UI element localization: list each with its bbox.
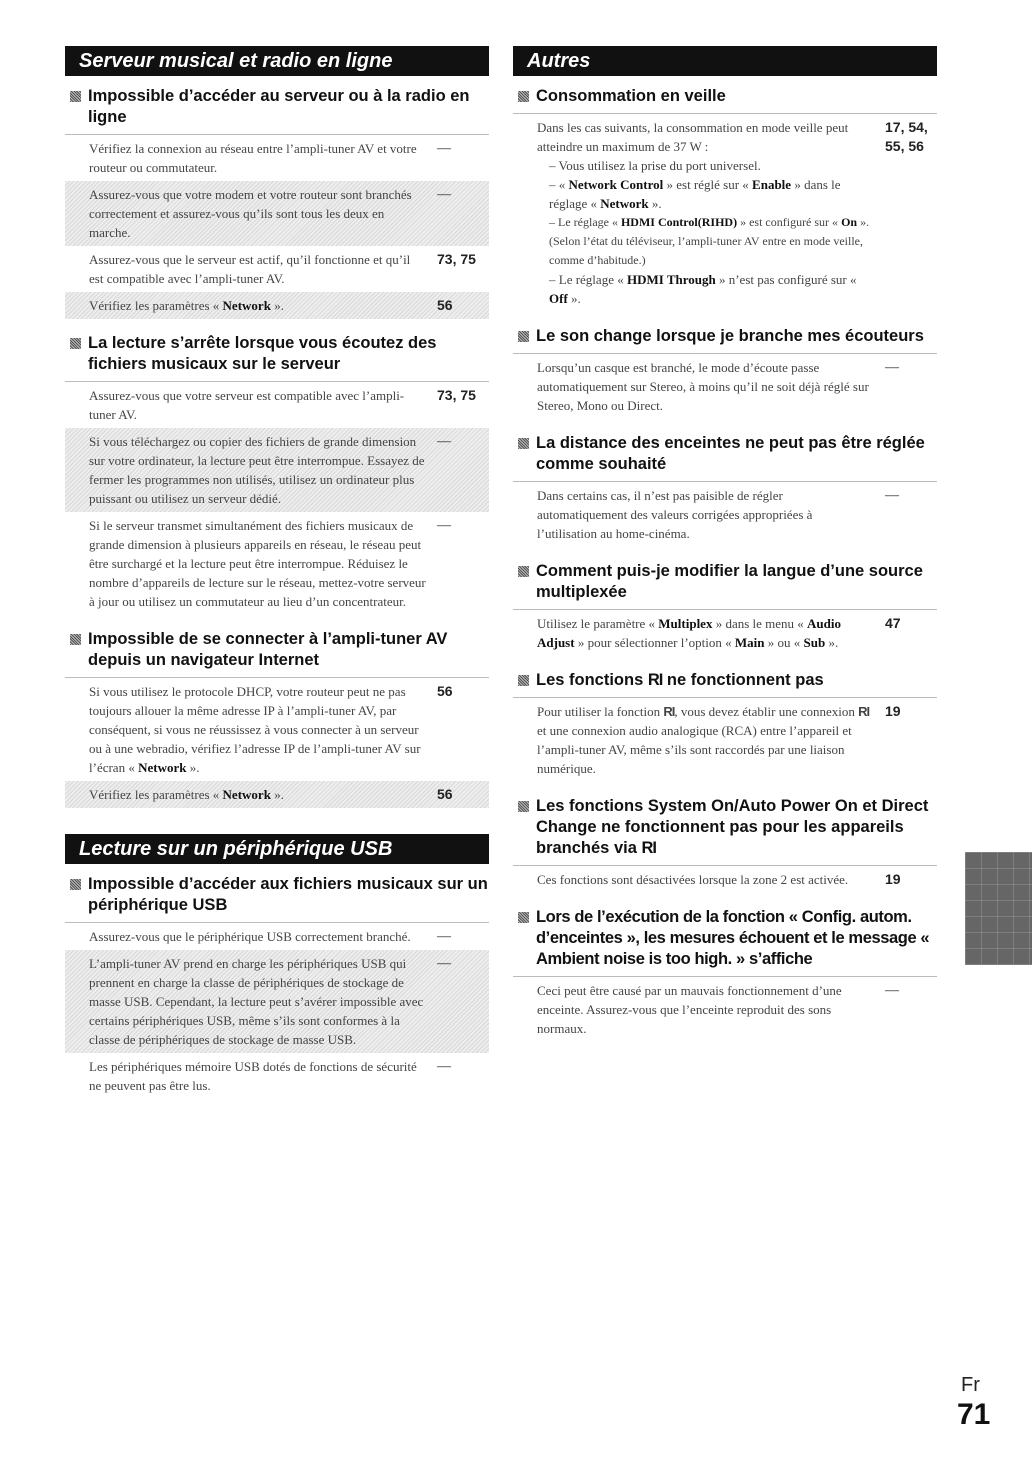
right-column xyxy=(513,46,937,1056)
solution-row: Les périphériques mémoire USB dotés de fonctions de sécurité ne peuvent pas être lus. — xyxy=(89,1059,451,1093)
page-reference: 19 xyxy=(885,871,901,887)
problem-heading: Comment puis-je modifier la langue d’une source multiplexée xyxy=(513,561,937,610)
solution-row: Assurez-vous que le périphérique USB correctement branché. — xyxy=(89,929,451,944)
square-bullet-icon xyxy=(518,801,529,812)
troubleshoot-server-access xyxy=(65,86,489,319)
ri-logo: RI xyxy=(858,704,870,719)
square-bullet-icon xyxy=(70,338,81,349)
solution-row: Si le serveur transmet simultanément des fichiers musicaux de grande dimension à plusieurs appareils en réseau, le réseau peut être surchargé et la lecture peut être interrompue. Réduisez le nombre d’appareils de lecture sur le réseau, mettez-votre serveur à jour ou utilisez un commutateur au lieu d’un concentrateur. — xyxy=(89,518,451,609)
solution-row: Utilisez le paramètre « Multiplex » dans le menu « Audio Adjust » pour sélectionner l’option « Main » ou « Sub ». 47 xyxy=(513,610,937,656)
page-reference: 73, 75 xyxy=(437,387,476,403)
section-banner-usb xyxy=(65,834,489,864)
square-bullet-icon xyxy=(70,879,81,890)
problem-heading: Impossible d’accéder au serveur ou à la radio en ligne xyxy=(65,86,489,135)
problem-heading: Les fonctions RI ne fonctionnent pas xyxy=(513,670,937,698)
ri-logo: RI xyxy=(663,704,675,719)
problem-heading: Lors de l’exécution de la fonction « Config. autom. d’enceintes », les mesures échouent et le message « Ambient noise is too high. » s’affiche xyxy=(513,907,937,977)
solution-row: Ces fonctions sont désactivées lorsque la zone 2 est activée. 19 xyxy=(513,866,937,893)
solution-row: Assurez-vous que votre modem et votre routeur sont branchés correctement et assurez-vous qu’ils sont tous les deux en marche. — xyxy=(65,181,489,246)
problem-heading: La distance des enceintes ne peut pas être réglée comme souhaité xyxy=(513,433,937,482)
list-item: – Le réglage « HDMI Control(RIHD) » est configuré sur « On ». (Selon l’état du téléviseur, l’ampli-tuner AV entre en mode veille, comme d’habitude.) xyxy=(549,215,870,267)
page-reference: 17, 54, 55, 56 xyxy=(885,119,928,154)
solution-row: Si vous téléchargez ou copier des fichiers de grande dimension sur votre ordinateur, la lecture peut être interrompue. Essayez de fermer les programmes non utilisés, utilisez un ordinateur plus puissant ou utilisez un serveur dédié. — xyxy=(65,428,489,512)
square-bullet-icon xyxy=(70,634,81,645)
ri-logo: RI xyxy=(641,839,656,857)
language-code: Fr xyxy=(961,1374,980,1396)
page-reference: 56 xyxy=(437,297,453,313)
solution-row: Vérifiez la connexion au réseau entre l’ampli-tuner AV et votre routeur ou commutateur. — xyxy=(89,141,451,175)
solution-row: Vérifiez les paramètres « Network ». 56 xyxy=(65,781,489,808)
troubleshoot-usb-access xyxy=(65,874,489,1099)
troubleshoot-speaker-distance xyxy=(513,433,937,547)
square-bullet-icon xyxy=(70,91,81,102)
troubleshoot-auto-setup xyxy=(513,907,937,1042)
square-bullet-icon xyxy=(518,331,529,342)
problem-heading: Impossible d’accéder aux fichiers musicaux sur un périphérique USB xyxy=(65,874,489,923)
page-reference: 47 xyxy=(885,615,901,631)
page-reference: 19 xyxy=(885,703,901,719)
section-banner-network xyxy=(65,46,489,76)
problem-heading: Le son change lorsque je branche mes écouteurs xyxy=(513,326,937,354)
solution-row: Dans les cas suivants, la consommation en mode veille peut atteindre un maximum de 37 W : – Vous utilisez la prise du port universel. – « Network Control » est réglé sur « Enable » dans le réglage « Network ». – Le réglage « HDMI Control(RIHD) » est configuré sur « On ». (Selon l’état du téléviseur, l’ampli-tuner AV entre en mode veille, comme d’habitude.) – Le réglage « HDMI Through » n’est pas configuré sur « Off ». 17, 54, 55, 56 xyxy=(513,114,937,312)
page-number: 71 xyxy=(957,1398,991,1431)
ri-logo: RI xyxy=(647,671,663,689)
list-item: – Le réglage « HDMI Through » n’est pas configuré sur « Off ». xyxy=(549,272,857,306)
chapter-tab xyxy=(965,852,1032,965)
troubleshoot-playback-stops xyxy=(65,333,489,615)
problem-heading: Impossible de se connecter à l’ampli-tuner AV depuis un navigateur Internet xyxy=(65,629,489,678)
solution-row: Lorsqu’un casque est branché, le mode d’écoute passe automatiquement sur Stereo, à moins qu’il ne soit déjà réglé sur Stereo, Mono ou Direct. — xyxy=(537,360,899,413)
troubleshoot-standby-power xyxy=(513,86,937,312)
troubleshoot-multiplex-language xyxy=(513,561,937,656)
solution-row: Dans certains cas, il n’est pas paisible de régler automatiquement des valeurs corrigées appropriées à l’utilisation au home-cinéma. — xyxy=(537,488,899,541)
square-bullet-icon xyxy=(518,438,529,449)
problem-heading: Les fonctions System On/Auto Power On et Direct Change ne fonctionnent pas pour les appareils branchés via RI xyxy=(513,796,937,866)
list-item: – « Network Control » est réglé sur « Enable » dans le réglage « Network ». xyxy=(549,177,841,211)
page-reference: 73, 75 xyxy=(437,251,476,267)
banner-title: Serveur musical et radio en ligne xyxy=(79,49,393,72)
solution-row: Assurez-vous que le serveur est actif, qu’il fonctionne et qu’il est compatible avec l’ampli-tuner AV. 73, 75 xyxy=(65,246,489,292)
banner-title: Lecture sur un périphérique USB xyxy=(79,837,393,860)
solution-row: Assurez-vous que votre serveur est compatible avec l’ampli-tuner AV. 73, 75 xyxy=(65,382,489,428)
problem-heading: Consommation en veille xyxy=(513,86,937,114)
solution-row: Vérifiez les paramètres « Network ». 56 xyxy=(65,292,489,319)
problem-heading: La lecture s’arrête lorsque vous écoutez des fichiers musicaux sur le serveur xyxy=(65,333,489,382)
square-bullet-icon xyxy=(518,912,529,923)
square-bullet-icon xyxy=(518,91,529,102)
solution-row: L’ampli-tuner AV prend en charge les périphériques USB qui prennent en charge la classe de périphériques de stockage de masse USB. Cependant, la lecture peut s’avérer impossible avec certains périphériques USB, même s’ils sont conformes à la classe de périphériques de stockage de masse USB. — xyxy=(65,950,489,1053)
list-item: – Vous utilisez la prise du port universel. xyxy=(549,158,761,173)
troubleshoot-ri-functions xyxy=(513,670,937,782)
troubleshoot-browser-connect xyxy=(65,629,489,808)
banner-title: Autres xyxy=(527,49,591,72)
troubleshoot-system-on xyxy=(513,796,937,893)
troubleshoot-headphones xyxy=(513,326,937,419)
solution-row: Si vous utilisez le protocole DHCP, votre routeur peut ne pas toujours allouer la même adresse IP à l’ampli-tuner AV, par conséquent, si vous ne réussissez à vous connecter à un serveur ou à une webradio, vérifiez l’adresse IP de l’ampli-tuner AV sur l’écran « Network ». 56 xyxy=(65,678,489,781)
square-bullet-icon xyxy=(518,566,529,577)
section-banner-others xyxy=(513,46,937,76)
solution-row: Ceci peut être causé par un mauvais fonctionnement d’une enceinte. Assurez-vous que l’enceinte reproduit des sons normaux. — xyxy=(537,983,899,1036)
left-column xyxy=(65,46,489,1113)
page-reference: 56 xyxy=(437,683,453,699)
square-bullet-icon xyxy=(518,675,529,686)
solution-row: Pour utiliser la fonction RI, vous devez établir une connexion RI et une connexion audio analogique (RCA) entre l’appareil et l’ampli-tuner AV, même s’ils sont raccordés par une liaison numérique. 19 xyxy=(513,698,937,782)
page-reference: 56 xyxy=(437,786,453,802)
